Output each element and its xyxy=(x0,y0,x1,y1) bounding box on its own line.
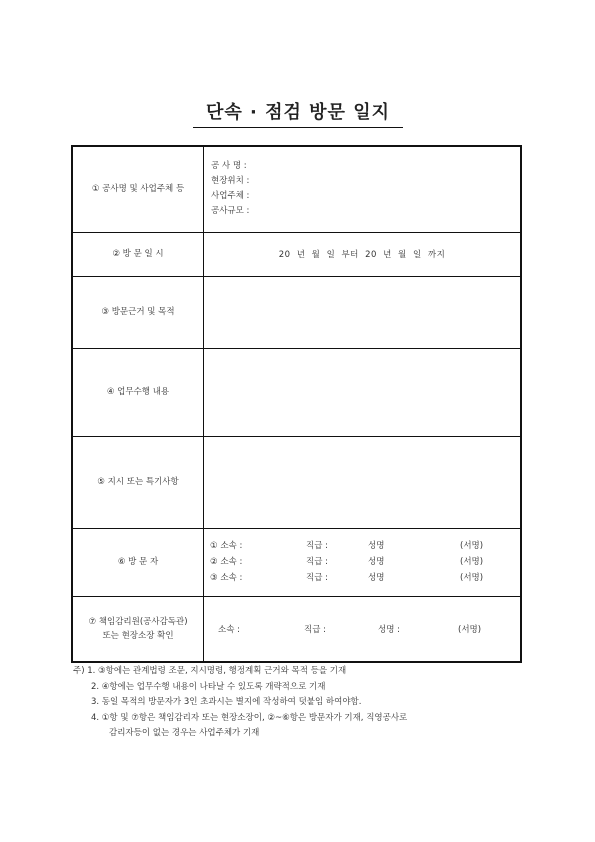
instructions-row xyxy=(72,436,521,528)
confirm-label xyxy=(72,596,204,662)
visitors-fields[interactable] xyxy=(204,528,522,596)
visitor-name: 성명 xyxy=(368,557,385,567)
confirm-rank: 직급 : xyxy=(304,624,326,635)
visitor-sign: (서명) xyxy=(460,573,484,583)
visitor-rank: 직급 : xyxy=(306,541,328,551)
visitor-affil: ① 소속 : xyxy=(210,541,243,551)
visitor-sign: (서명) xyxy=(460,557,484,567)
notes-section xyxy=(73,664,523,742)
visitors-label: ⑥ 방 문 자 xyxy=(72,528,204,596)
visitors-row xyxy=(72,528,521,596)
instructions-field[interactable] xyxy=(204,436,522,528)
date-label: ② 방 문 일 시 xyxy=(72,232,204,276)
date-row xyxy=(72,232,521,276)
work-label: ④ 업무수행 내용 xyxy=(72,348,204,436)
visitor-entry xyxy=(204,538,520,554)
confirm-name: 성명 : xyxy=(378,624,400,635)
confirm-label-line2: 또는 현장소장 확인 xyxy=(102,630,174,641)
site-row xyxy=(72,146,521,232)
confirm-fields[interactable] xyxy=(204,596,522,662)
note-4: 4. ①항 및 ⑦항은 책임감리자 또는 현장소장이, ②~⑥항은 방문자가 기재, 직영공사로 xyxy=(91,712,408,723)
visitor-entry xyxy=(204,554,520,570)
visitor-entry xyxy=(204,570,520,586)
visitor-rank: 직급 : xyxy=(306,573,328,583)
site-location-field: 현장위치 : xyxy=(211,176,250,187)
note-1: 주) 1. ③항에는 관계법령 조문, 지시명령, 행정계획 근거와 목적 등을 기재 xyxy=(73,666,347,676)
site-label: ① 공사명 및 사업주체 등 xyxy=(72,146,204,232)
site-fields[interactable] xyxy=(204,146,522,232)
confirm-label-line1: ⑦ 책임감리원(공사감독관) xyxy=(88,616,188,627)
visit-log-form xyxy=(71,145,522,663)
note-4-continued: 감리자등이 없는 경우는 사업주체가 기재 xyxy=(109,728,260,738)
work-row xyxy=(72,348,521,436)
work-content-field[interactable] xyxy=(204,348,522,436)
visit-period-field[interactable]: 20 년 월 일 부터 20 년 월 일 까지 xyxy=(204,232,522,276)
visitor-name: 성명 xyxy=(368,541,385,551)
project-scale-field: 공사규모 : xyxy=(211,206,250,217)
document-title: 단속 · 점검 방문 일지 xyxy=(193,98,403,128)
purpose-label: ③ 방문근거 및 목적 xyxy=(72,276,204,348)
visitor-sign: (서명) xyxy=(460,541,484,551)
instructions-label: ⑤ 지시 또는 특기사항 xyxy=(72,436,204,528)
visitor-affil: ② 소속 : xyxy=(210,557,243,567)
visitor-affil: ③ 소속 : xyxy=(210,573,243,583)
purpose-field[interactable] xyxy=(204,276,522,348)
visitor-rank: 직급 : xyxy=(306,557,328,567)
note-2: 2. ④항에는 업무수행 내용이 나타날 수 있도록 개략적으로 기재 xyxy=(91,681,326,692)
confirm-row xyxy=(72,596,521,662)
project-name-field: 공 사 명 : xyxy=(211,161,247,172)
confirm-sign: (서명) xyxy=(458,624,482,635)
purpose-row xyxy=(72,276,521,348)
confirm-affil: 소속 : xyxy=(218,624,240,635)
note-3: 3. 동일 목적의 방문자가 3인 초과시는 별지에 작성하여 덧붙임 하여야함. xyxy=(91,697,362,707)
visitor-name: 성명 xyxy=(368,573,385,583)
business-owner-field: 사업주체 : xyxy=(211,191,250,202)
